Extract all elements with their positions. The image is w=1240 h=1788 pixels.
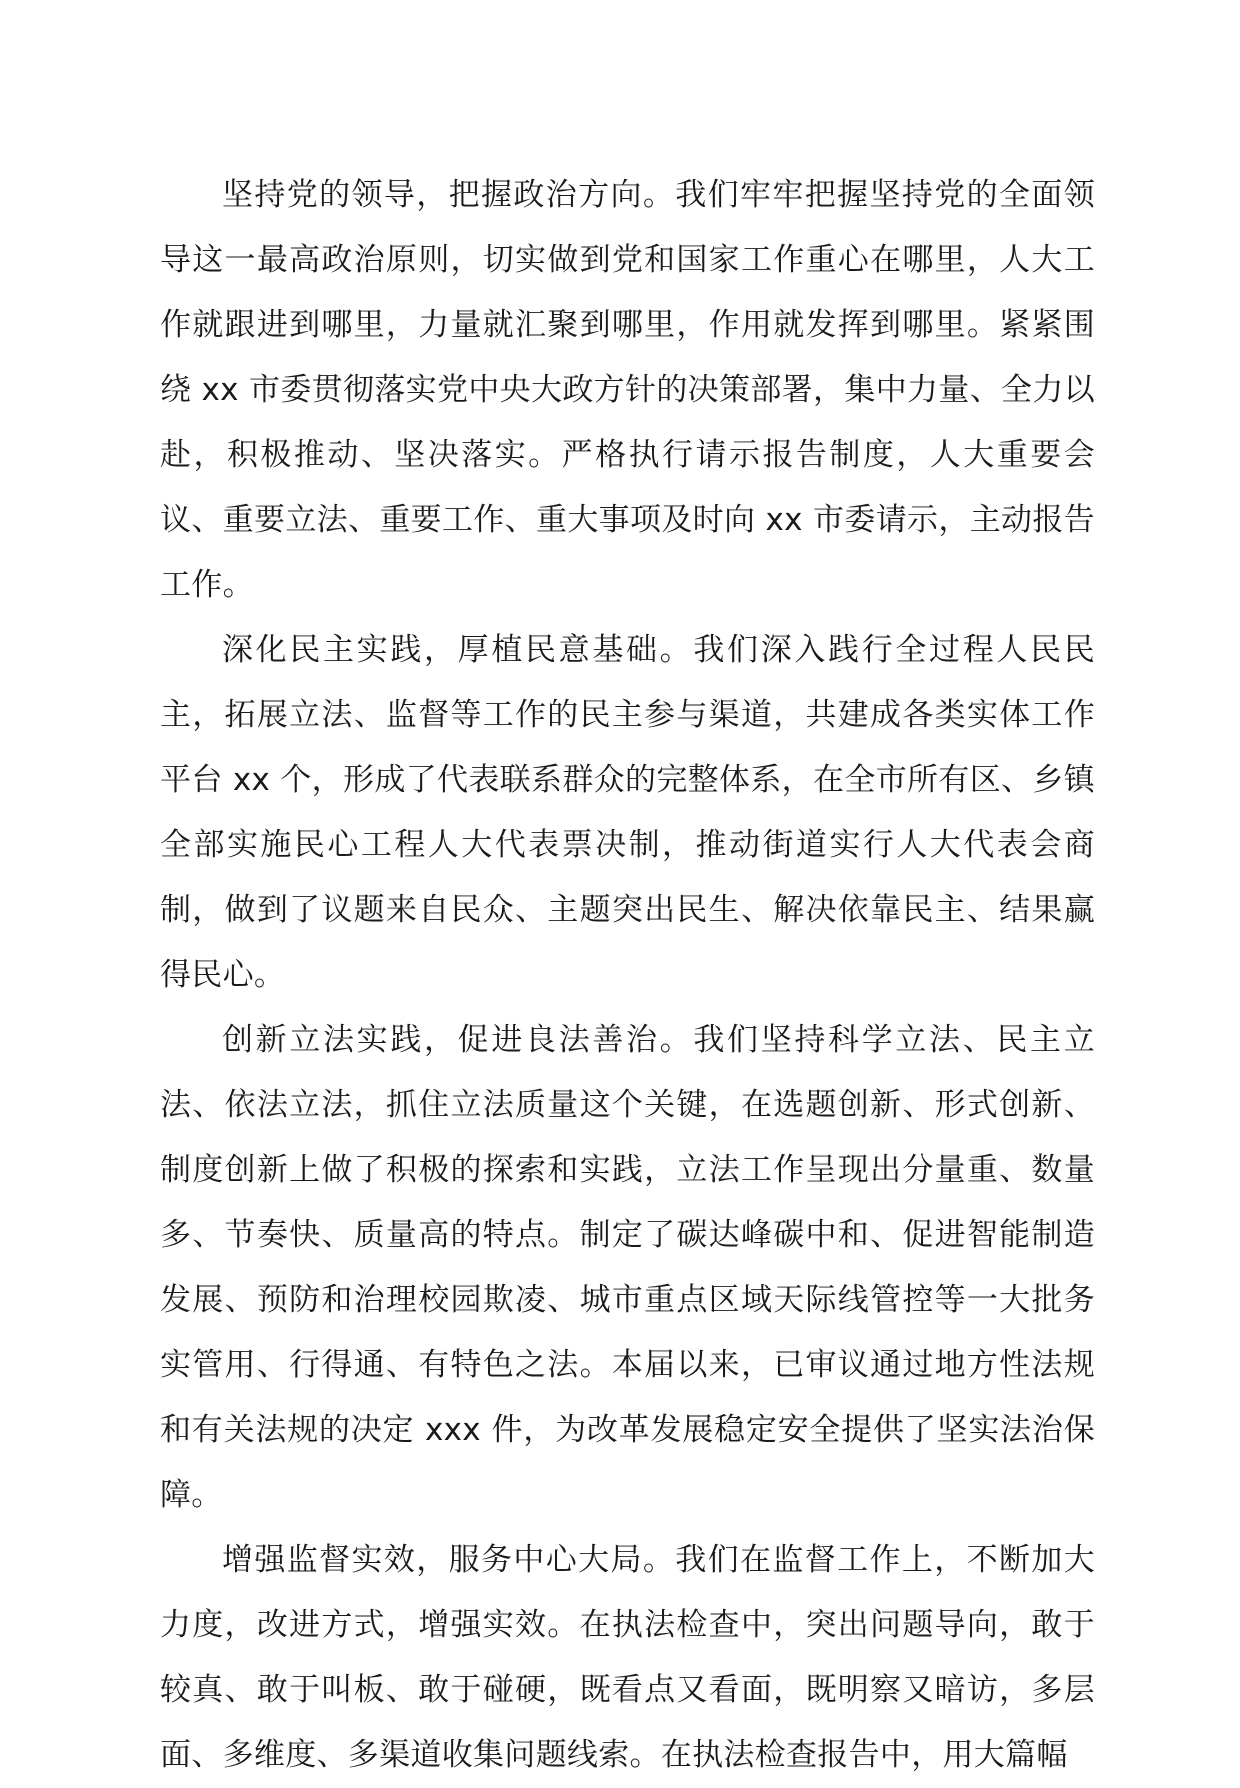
paragraph-party-leadership: 坚持党的领导，把握政治方向。我们牢牢把握坚持党的全面领导这一最高政治原则，切实做到党和国家工作重心在哪里，人大工作就跟进到哪里，力量就汇聚到哪里，作用就发挥到哪里。紧紧围绕 xx 市委贯彻落实党中央大政方针的决策部署，集中力量、全力以赴，积极推动、坚决落实。严格执行请示报告制度，人大重要会议、重要立法、重要工作、重大事项及时向 xx 市委请示，主动报告工作。 (160, 177, 1095, 603)
paragraph-supervision-effectiveness: 增强监督实效，服务中心大局。我们在监督工作上，不断加大力度，改进方式，增强实效。在执法检查中，突出问题导向，敢于较真、敢于叫板、敢于碰硬，既看点又看面，既明察又暗访，多层面、多维度、多渠道收集问题线索。在执法检查报告中，用大篇幅 (160, 1542, 1095, 1773)
paragraph-legislation-practice: 创新立法实践，促进良法善治。我们坚持科学立法、民主立法、依法立法，抓住立法质量这个关键，在选题创新、形式创新、制度创新上做了积极的探索和实践，立法工作呈现出分量重、数量多、节奏快、质量高的特点。制定了碳达峰碳中和、促进智能制造发展、预防和治理校园欺凌、城市重点区域天际线管控等一大批务实管用、行得通、有特色之法。本届以来，已审议通过地方性法规和有关法规的决定 xxx 件，为改革发展稳定安全提供了坚实法治保障。 (160, 1022, 1095, 1513)
document-body (160, 163, 1095, 1788)
paragraph-democracy-practice: 深化民主实践，厚植民意基础。我们深入践行全过程人民民主，拓展立法、监督等工作的民主参与渠道，共建成各类实体工作平台 xx 个，形成了代表联系群众的完整体系，在全市所有区、乡镇全部实施民心工程人大代表票决制，推动街道实行人大代表会商制，做到了议题来自民众、主题突出民生、解决依靠民主、结果赢得民心。 (160, 632, 1095, 993)
